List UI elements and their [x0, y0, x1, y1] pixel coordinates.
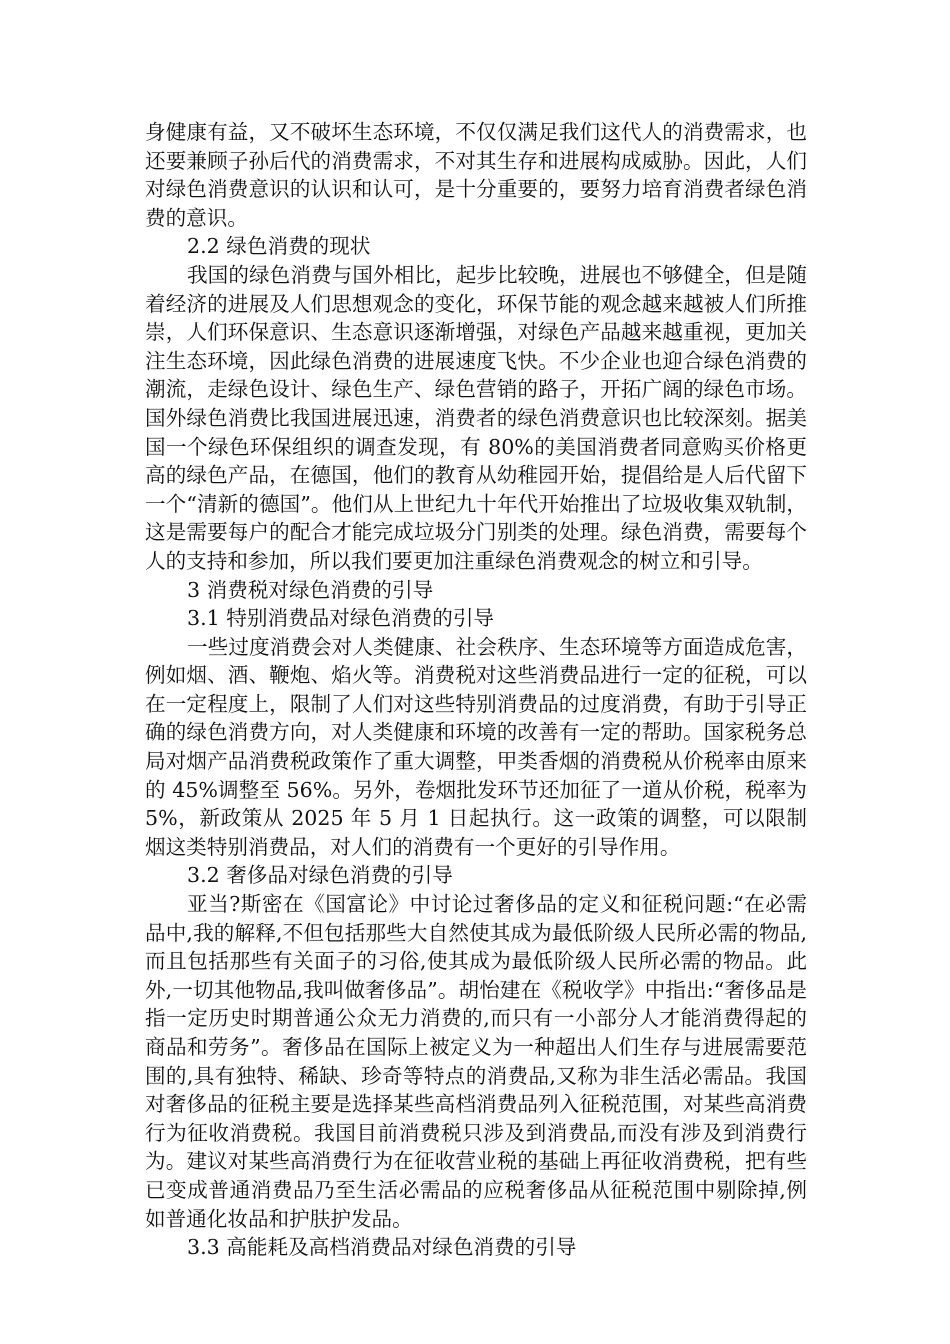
- paragraph-special-consumer-goods: 一些过度消费会对人类健康、社会秩序、生态环境等方面造成危害，例如烟、酒、鞭炮、焰火等。消费税对这些消费品进行一定的征税，可以在一定程度上，限制了人们对这些特别消费品的过度消费，有助于引导正确的绿色消费方向，对人类健康和环境的改善有一定的帮助。国家税务总局对烟产品消费税政策作了重大调整，甲类香烟的消费税从价税率由原来的 45%调整至 56%。另外，卷烟批发环节还加征了一道从价税，税率为 5%，新政策从 2025 年 5 月 1 日起执行。这一政策的调整，可以限制烟这类特别消费品，对人们的消费有一个更好的引导作用。: [145, 634, 807, 859]
- section-heading-3-3: 3.3 高能耗及高档消费品对绿色消费的引导: [187, 1235, 577, 1260]
- section-heading-3: 3 消费税对绿色消费的引导: [187, 577, 434, 602]
- section-heading-2-2: 2.2 绿色消费的现状: [187, 234, 371, 259]
- section-heading-3-2: 3.2 奢侈品对绿色消费的引导: [187, 863, 453, 888]
- section-heading-3-1: 3.1 特别消费品对绿色消费的引导: [187, 606, 495, 631]
- document-page: [145, 118, 807, 1262]
- paragraph-luxury-goods: 亚当?斯密在《国富论》中讨论过奢侈品的定义和征税问题:“在必需品中,我的解释,不但包括那些大自然使其成为最低阶级人民所必需的物品,而且包括那些有关面子的习俗,使其成为最低阶级人民所必需的物品。此外,一切其他物品,我叫做奢侈品”。胡怡建在《税收学》中指出:“奢侈品是指一定历史时期普通公众无力消费的,而只有一小部分人才能消费得起的商品和劳务”。奢侈品在国际上被定义为一种超出人们生存与进展需要范围的,具有独特、稀缺、珍奇等特点的消费品,又称为非生活必需品。我国对奢侈品的征税主要是选择某些高档消费品列入征税范围，对某些高消费行为征收消费税。我国目前消费税只涉及到消费品,而没有涉及到消费行为。建议对某些高消费行为在征收营业税的基础上再征收消费税，把有些已变成普通消费品乃至生活必需品的应税奢侈品从征税范围中剔除掉,例如普通化妆品和护肤护发品。: [145, 892, 807, 1231]
- paragraph-green-consumption-awareness: 身健康有益，又不破坏生态环境，不仅仅满足我们这代人的消费需求，也还要兼顾子孙后代的消费需求，不对其生存和进展构成威胁。因此，人们对绿色消费意识的认识和认可，是十分重要的，要努力培育消费者绿色消费的意识。: [145, 120, 807, 230]
- paragraph-green-consumption-status: 我国的绿色消费与国外相比，起步比较晚，进展也不够健全，但是随着经济的进展及人们思想观念的变化，环保节能的观念越来越被人们所推崇，人们环保意识、生态意识逐渐增强，对绿色产品越来越重视，更加关注生态环境，因此绿色消费的进展速度飞快。不少企业也迎合绿色消费的潮流，走绿色设计、绿色生产、绿色营销的路子，开拓广阔的绿色市场。国外绿色消费比我国进展迅速，消费者的绿色消费意识也比较深刻。据美国一个绿色环保组织的调查发现，有 80%的美国消费者同意购买价格更高的绿色产品，在德国，他们的教育从幼稚园开始，提倡给是人后代留下一个“清新的德国”。他们从上世纪九十年代开始推出了垃圾收集双轨制，这是需要每户的配合才能完成垃圾分门别类的处理。绿色消费，需要每个人的支持和参加，所以我们要更加注重绿色消费观念的树立和引导。: [145, 262, 807, 573]
